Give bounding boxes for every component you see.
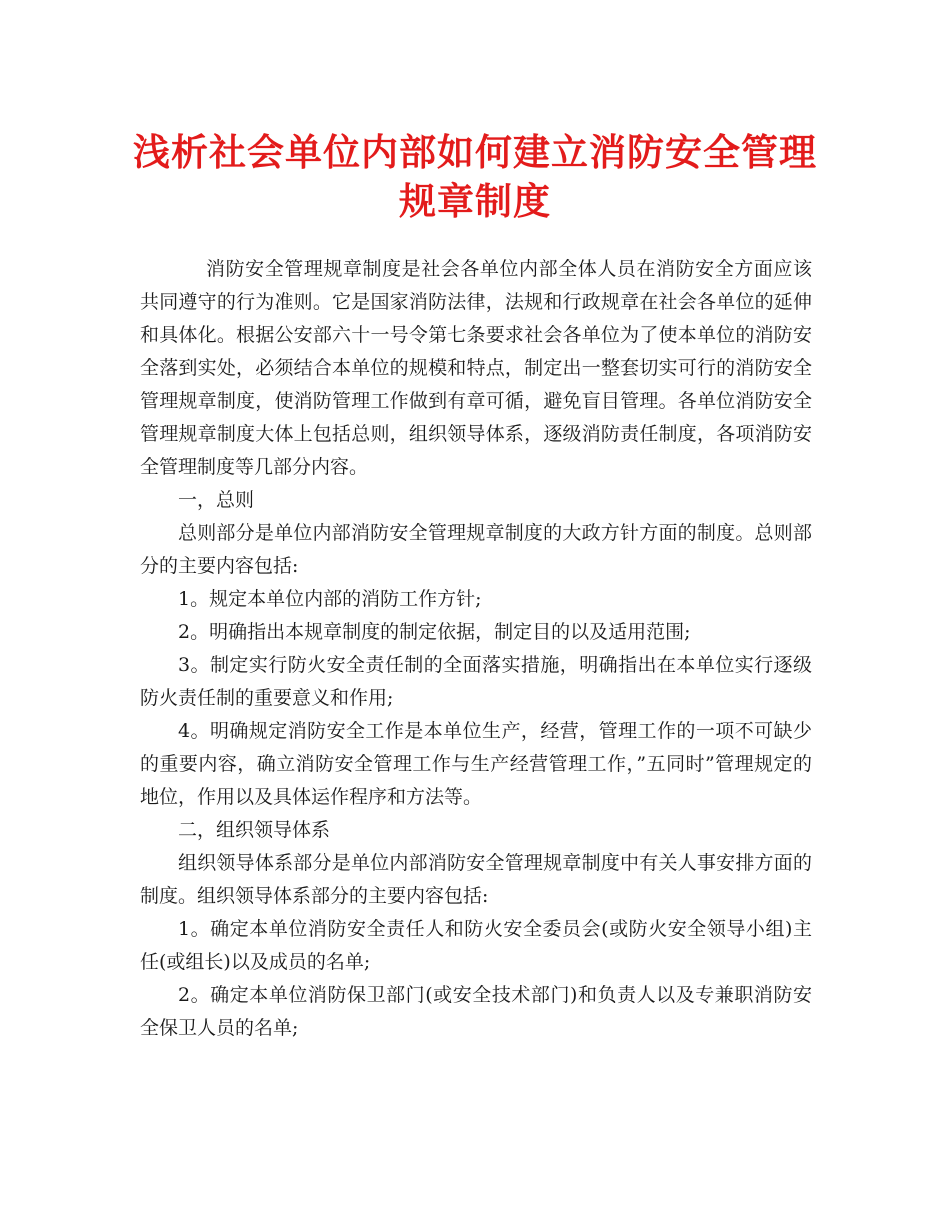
list-item: 4。明确规定消防安全工作是本单位生产，经营，管理工作的一项不可缺少的重要内容，确立消防安全管理工作与生产经营管理工作，”五同时”管理规定的地位，作用以及具体运作程序和方法等。 bbox=[140, 720, 812, 808]
intro-paragraph: 消防安全管理规章制度是社会各单位内部全体人员在消防安全方面应该共同遵守的行为准则。它是国家消防法律，法规和行政规章在社会各单位的延伸和具体化。根据公安部六十一号令第七条要求社会各单位为了使本单位的消防安全落到实处，必须结合本单位的规模和特点，制定出一整套切实可行的消防安全管理规章制度，使消防管理工作做到有章可循，避免盲目管理。各单位消防安全管理规章制度大体上包括总则，组织领导体系，逐级消防责任制度，各项消防安全管理制度等几部分内容。 bbox=[140, 258, 812, 478]
list-item: 3。制定实行防火安全责任制的全面落实措施，明确指出在本单位实行逐级防火责任制的重要意义和作用; bbox=[140, 654, 812, 709]
document-body bbox=[140, 253, 812, 1045]
list-item: 1。确定本单位消防安全责任人和防火安全委员会(或防火安全领导小组)主任(或组长)以及成员的名单; bbox=[140, 918, 812, 973]
document-title: 浅析社会单位内部如何建立消防安全管理规章制度 bbox=[133, 130, 817, 223]
paragraph: 总则部分是单位内部消防安全管理规章制度的大政方针方面的制度。总则部分的主要内容包括: bbox=[140, 522, 812, 577]
list-item: 2。确定本单位消防保卫部门(或安全技术部门)和负责人以及专兼职消防安全保卫人员的名单; bbox=[140, 984, 812, 1039]
section-heading-organization: 二，组织领导体系 bbox=[178, 819, 331, 841]
section-heading-general: 一，总则 bbox=[178, 489, 255, 511]
list-item: 2。明确指出本规章制度的制定依据，制定目的以及适用范围; bbox=[178, 621, 691, 643]
list-item: 1。规定本单位内部的消防工作方针; bbox=[178, 588, 482, 610]
paragraph: 组织领导体系部分是单位内部消防安全管理规章制度中有关人事安排方面的制度。组织领导体系部分的主要内容包括: bbox=[140, 852, 812, 907]
